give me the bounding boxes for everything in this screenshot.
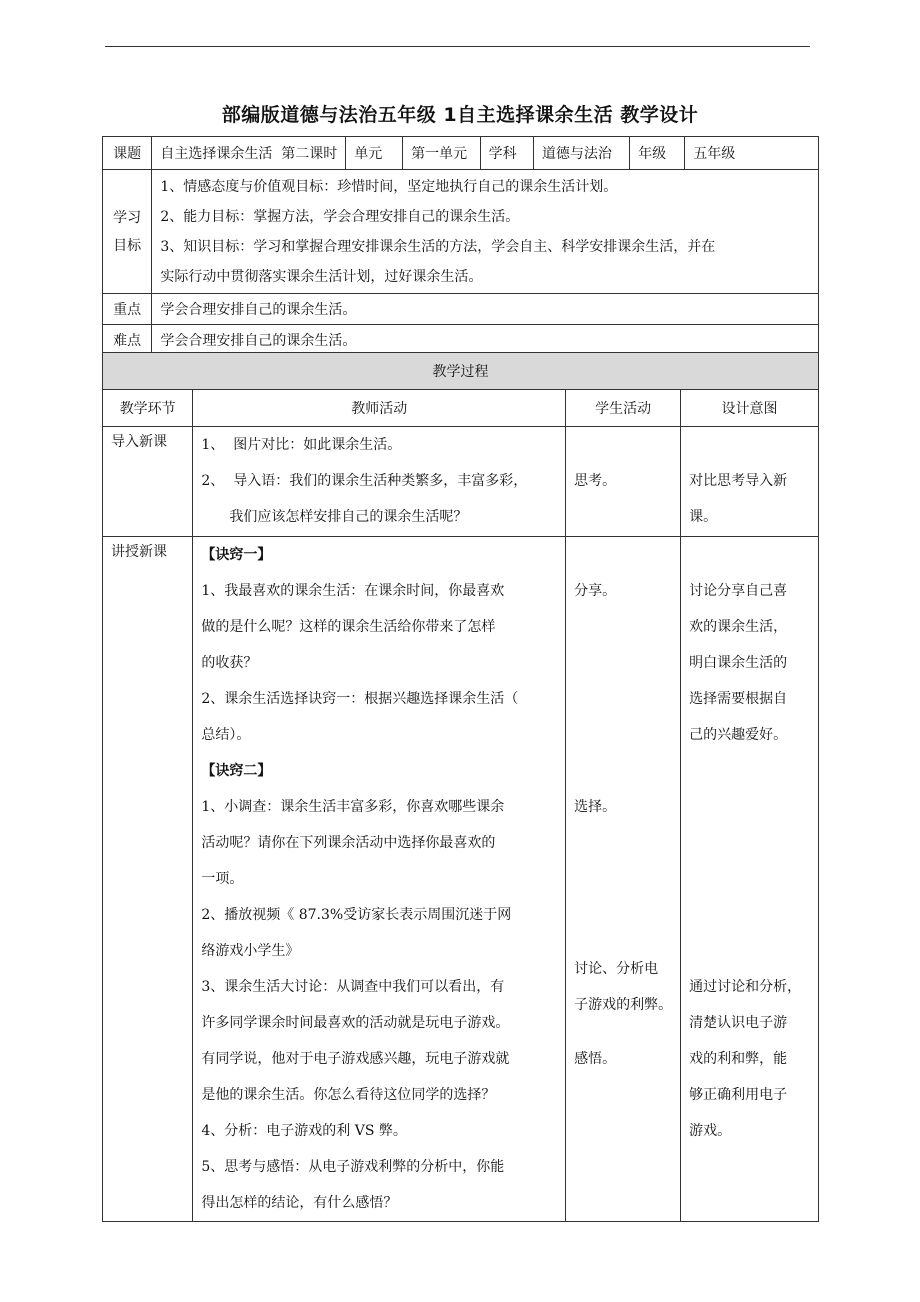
goals-label: 学习 目标 bbox=[103, 170, 152, 294]
process-header-row bbox=[103, 390, 819, 427]
stage-lesson: 讲授新课 bbox=[103, 537, 193, 1222]
key-value: 学会合理安排自己的课余生活。 bbox=[152, 294, 819, 325]
teaching-process-table bbox=[102, 352, 819, 1222]
unit-label: 单元 bbox=[346, 137, 403, 170]
goals-list bbox=[152, 170, 819, 294]
goal-item: 实际行动中贯彻落实课余生活计划，过好课余生活。 bbox=[160, 268, 483, 285]
teacher-intro: 1、 图片对比：如此课余生活。 2、 导入语：我们的课余生活种类繁多，丰富多彩， 我们应该怎样安排自己的课余生活呢？ bbox=[193, 427, 566, 537]
difficulty-value: 学会合理安排自己的课余生活。 bbox=[152, 325, 819, 356]
goal-item: 1、情感态度与价值观目标：珍惜时间，坚定地执行自己的课余生活计划。 bbox=[160, 178, 618, 195]
header-student: 学生活动 bbox=[566, 390, 681, 427]
tip-heading: 【诀窍二】 bbox=[201, 763, 272, 779]
info-row-topic bbox=[103, 137, 819, 170]
header-rule bbox=[105, 46, 810, 47]
student-lesson: 分享。 选择。 讨论、分析电 子游戏的利弊。 感悟。 bbox=[566, 537, 681, 1222]
header-intent: 设计意图 bbox=[681, 390, 819, 427]
topic-value: 自主选择课余生活 第二课时 bbox=[152, 137, 346, 170]
teacher-lesson: 【诀窍一】 1、我最喜欢的课余生活：在课余时间，你最喜欢 做的是什么呢？这样的课余生活给你带来了怎样 的收获？ 2、课余生活选择诀窍一：根据兴趣选择课余生活（ 总结）。 【诀窍二】 1、小调查：课余生活丰富多彩，你喜欢哪些课余 活动呢？请你在下列课余活动中选择你最喜欢的 一项。 2、播放视频《 87.3%受访家长表示周围沉迷于网 络游戏小学生》 3、课余生活大讨论：从调查中我们可以看出，有 许多同学课余时间最喜欢的活动就是玩电子游戏。 有同学说，他对于电子游戏感兴趣，玩电子游戏就 是他的课余生活。你怎么看待这位同学的选择？ 4、分析：电子游戏的利 VS 弊。 5、思考与感悟：从电子游戏利弊的分析中，你能 得出怎样的结论，有什么感悟？ bbox=[193, 537, 566, 1222]
info-row-key bbox=[103, 294, 819, 325]
intent-intro: 对比思考导入新 课。 bbox=[681, 427, 819, 537]
goal-item: 2、能力目标：掌握方法，学会合理安排自己的课余生活。 bbox=[160, 208, 520, 225]
lesson-info-table bbox=[102, 136, 819, 356]
difficulty-label: 难点 bbox=[103, 325, 152, 356]
stage-intro: 导入新课 bbox=[103, 427, 193, 537]
topic-label: 课题 bbox=[103, 137, 152, 170]
unit-value: 第一单元 bbox=[403, 137, 480, 170]
subject-value: 道德与法治 bbox=[533, 137, 629, 170]
tip-heading: 【诀窍一】 bbox=[201, 547, 272, 563]
process-band: 教学过程 bbox=[103, 353, 819, 390]
info-row-difficulty bbox=[103, 325, 819, 356]
intent-lesson: 讨论分享自己喜 欢的课余生活， 明白课余生活的 选择需要根据自 己的兴趣爱好。 通过讨论和分析， 清楚认识电子游 戏的利和弊，能 够正确利用电子 游戏。 bbox=[681, 537, 819, 1222]
grade-label: 年级 bbox=[630, 137, 685, 170]
row-lesson bbox=[103, 537, 819, 1222]
key-label: 重点 bbox=[103, 294, 152, 325]
header-teacher: 教师活动 bbox=[193, 390, 566, 427]
header-stage: 教学环节 bbox=[103, 390, 193, 427]
row-intro bbox=[103, 427, 819, 537]
document-title: 部编版道德与法治五年级 1自主选择课余生活 教学设计 bbox=[221, 104, 699, 126]
student-intro: 思考。 bbox=[566, 427, 681, 537]
grade-value: 五年级 bbox=[685, 137, 819, 170]
goal-item: 3、知识目标：学习和掌握合理安排课余生活的方法，学会自主、科学安排课余生活，并在 bbox=[160, 238, 716, 255]
info-row-goals bbox=[103, 170, 819, 294]
process-band-row bbox=[103, 353, 819, 390]
subject-label: 学科 bbox=[480, 137, 533, 170]
